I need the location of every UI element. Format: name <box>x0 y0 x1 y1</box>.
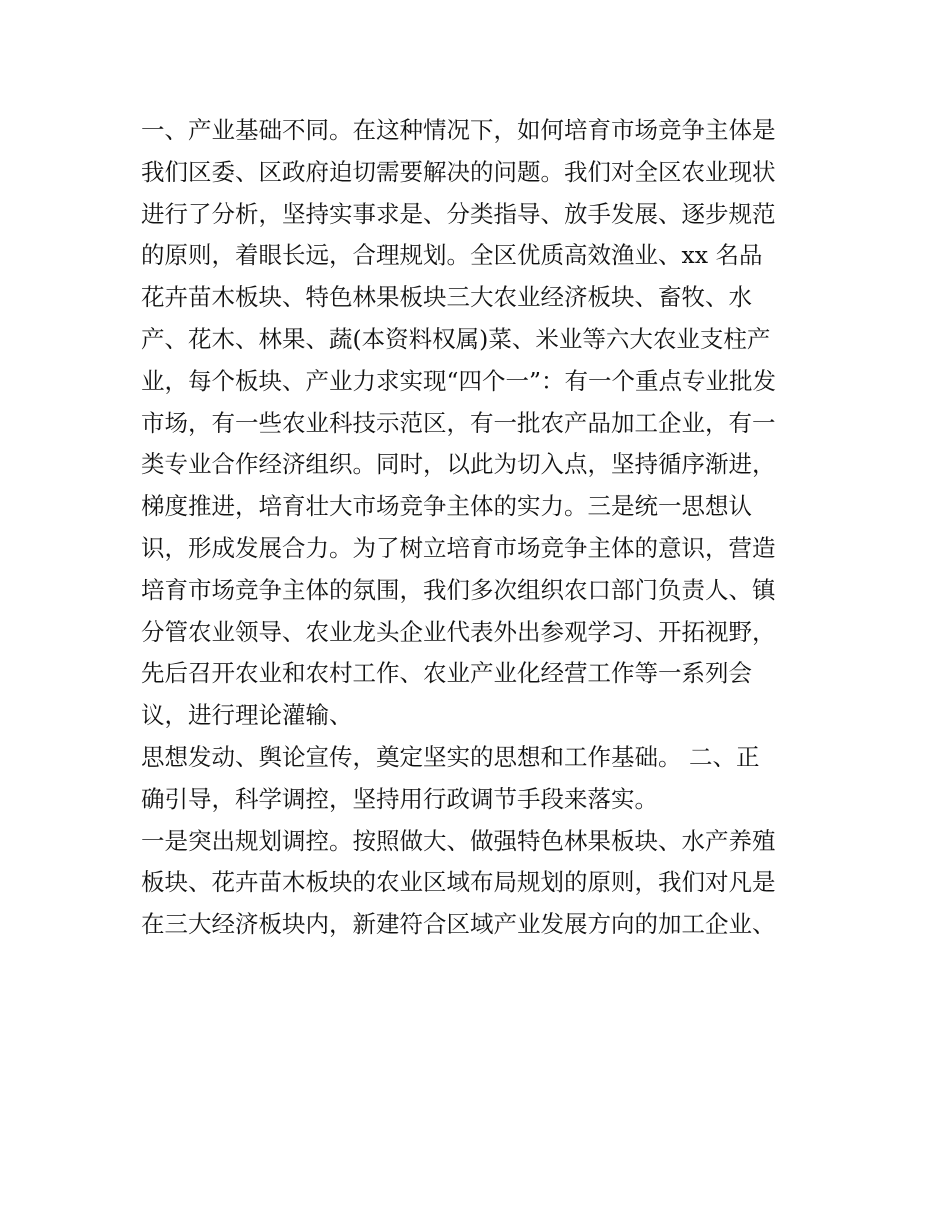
text-line: 的原则，着眼长远，合理规划。全区优质高效渔业、xx 名品 <box>141 241 763 270</box>
text-line: 议，进行理论灌输、 <box>141 701 353 730</box>
body-text <box>141 110 821 946</box>
text-line: 花卉苗木板块、特色林果板块三大农业经济板块、畜牧、水 <box>141 283 752 312</box>
text-line: 先后召开农业和农村工作、农业产业化经营工作等一系列会 <box>141 659 752 688</box>
text-line: 培育市场竞争主体的氛围，我们多次组织农口部门负责人、镇 <box>141 575 776 604</box>
text-line: 一是突出规划调控。按照做大、做强特色林果板块、水产养殖 <box>141 826 776 855</box>
text-line: 产、花木、林果、蔬(本资料权属)菜、米业等六大农业支柱产 <box>141 324 771 353</box>
text-line: 在三大经济板块内，新建符合区域产业发展方向的加工企业、 <box>141 910 776 939</box>
text-line: 一、产业基础不同。在这种情况下，如何培育市场竞争主体是 <box>141 116 776 144</box>
text-line: 我们区委、区政府迫切需要解决的问题。我们对全区农业现状 <box>141 157 776 186</box>
text-line: 板块、花卉苗木板块的农业区域布局规划的原则，我们对凡是 <box>141 868 776 897</box>
text-line: 进行了分析，坚持实事求是、分类指导、放手发展、逐步规范 <box>141 199 776 228</box>
text-line: 市场，有一些农业科技示范区，有一批农产品加工企业，有一 <box>141 408 776 437</box>
text-line: 确引导，科学调控，坚持用行政调节手段来落实。 <box>141 784 658 813</box>
text-line: 梯度推进，培育壮大市场竞争主体的实力。三是统一思想认 <box>141 492 752 521</box>
text-line: 思想发动、舆论宣传，奠定坚实的思想和工作基础。 二、正 <box>141 742 760 771</box>
text-line: 分管农业领导、农业龙头企业代表外出参观学习、开拓视野， <box>141 617 776 646</box>
text-line: 识，形成发展合力。为了树立培育市场竞争主体的意识，营造 <box>141 533 776 562</box>
text-line: 业，每个板块、产业力求实现“四个一”：有一个重点专业批发 <box>141 366 777 395</box>
text-line: 类专业合作经济组织。同时，以此为切入点，坚持循序渐进， <box>141 450 776 479</box>
